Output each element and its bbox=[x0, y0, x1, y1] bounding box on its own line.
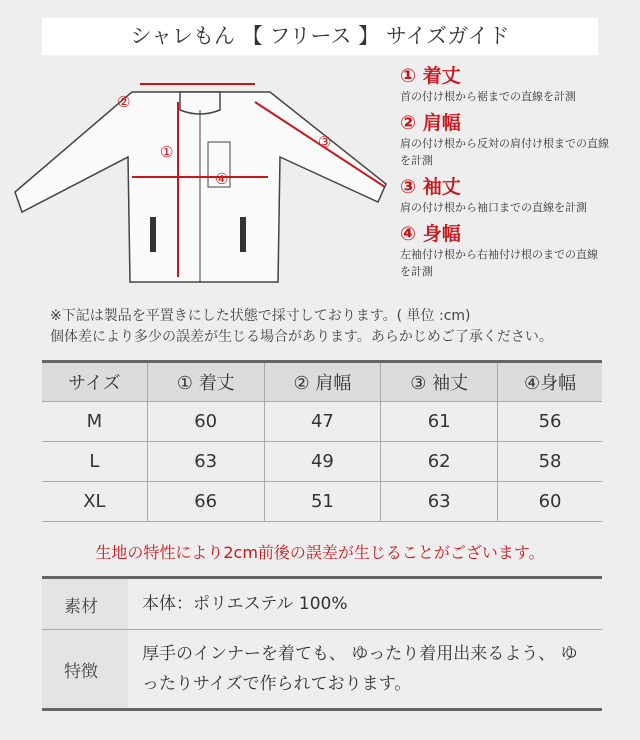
measurement-notes bbox=[50, 306, 553, 348]
legend-heading: ④ 身幅 bbox=[400, 223, 461, 245]
cell: 61 bbox=[381, 402, 498, 442]
legend-heading: ③ 袖丈 bbox=[400, 176, 461, 198]
page-title: シャレもん 【 フリース 】 サイズガイド bbox=[42, 18, 598, 55]
spec-row bbox=[42, 630, 602, 710]
cell: 58 bbox=[498, 442, 602, 482]
cell: L bbox=[89, 451, 100, 472]
table-row bbox=[42, 482, 602, 522]
cell: 60 bbox=[147, 402, 264, 442]
header-cell: ② 肩幅 bbox=[264, 362, 381, 402]
jacket-diagram bbox=[10, 62, 395, 302]
cell: 51 bbox=[264, 482, 381, 522]
legend-heading: ① 着丈 bbox=[400, 65, 461, 87]
spec-value: 厚手のインナーを着ても、 ゆったり着用出来るよう、 ゆったりサイズで作られております。 bbox=[142, 644, 578, 694]
header-cell: サイズ bbox=[68, 373, 121, 394]
note-line: ※下記は製品を平置きにした状態で採寸しております。( 単位 :cm) bbox=[50, 308, 471, 324]
table-header-row bbox=[42, 362, 602, 402]
cell: 62 bbox=[381, 442, 498, 482]
legend-item bbox=[400, 175, 635, 216]
legend-item bbox=[400, 64, 635, 105]
cell: 63 bbox=[381, 482, 498, 522]
legend-item bbox=[400, 111, 635, 169]
marker-3: ③ bbox=[318, 133, 332, 151]
legend-desc: 肩の付け根から反対の肩付け根までの直線を計測 bbox=[400, 137, 609, 167]
spec-value: 本体：ポリエステル 100% bbox=[142, 594, 348, 614]
measurement-legend bbox=[400, 64, 635, 286]
legend-heading: ② 肩幅 bbox=[400, 112, 461, 134]
cell: 63 bbox=[147, 442, 264, 482]
header-cell: ③ 袖丈 bbox=[381, 362, 498, 402]
marker-2: ② bbox=[117, 93, 131, 111]
legend-item bbox=[400, 222, 635, 280]
tolerance-warning: 生地の特性により2cm前後の誤差が生じることがございます。 bbox=[95, 543, 545, 562]
cell: 56 bbox=[498, 402, 602, 442]
cell: 47 bbox=[264, 402, 381, 442]
header-cell: ① 着丈 bbox=[147, 362, 264, 402]
cell: 60 bbox=[498, 482, 602, 522]
legend-desc: 左袖付け根から右袖付け根のまでの直線を計測 bbox=[400, 248, 598, 278]
size-table bbox=[42, 360, 602, 522]
header-cell: ④身幅 bbox=[498, 362, 602, 402]
spec-label: 素材 bbox=[42, 578, 128, 630]
cell: XL bbox=[83, 491, 106, 512]
marker-1: ① bbox=[160, 143, 174, 161]
table-row bbox=[42, 442, 602, 482]
marker-4: ④ bbox=[215, 170, 229, 188]
cell: M bbox=[86, 411, 103, 432]
cell: 49 bbox=[264, 442, 381, 482]
legend-desc: 肩の付け根から袖口までの直線を計測 bbox=[400, 201, 587, 214]
spec-row bbox=[42, 578, 602, 630]
legend-desc: 首の付け根から裾までの直線を計測 bbox=[400, 90, 576, 103]
note-line: 個体差により多少の誤差が生じる場合があります。あらかじめご了承ください。 bbox=[50, 329, 553, 345]
spec-table bbox=[42, 576, 602, 711]
table-row bbox=[42, 402, 602, 442]
cell: 66 bbox=[147, 482, 264, 522]
spec-label: 特徴 bbox=[42, 630, 128, 710]
